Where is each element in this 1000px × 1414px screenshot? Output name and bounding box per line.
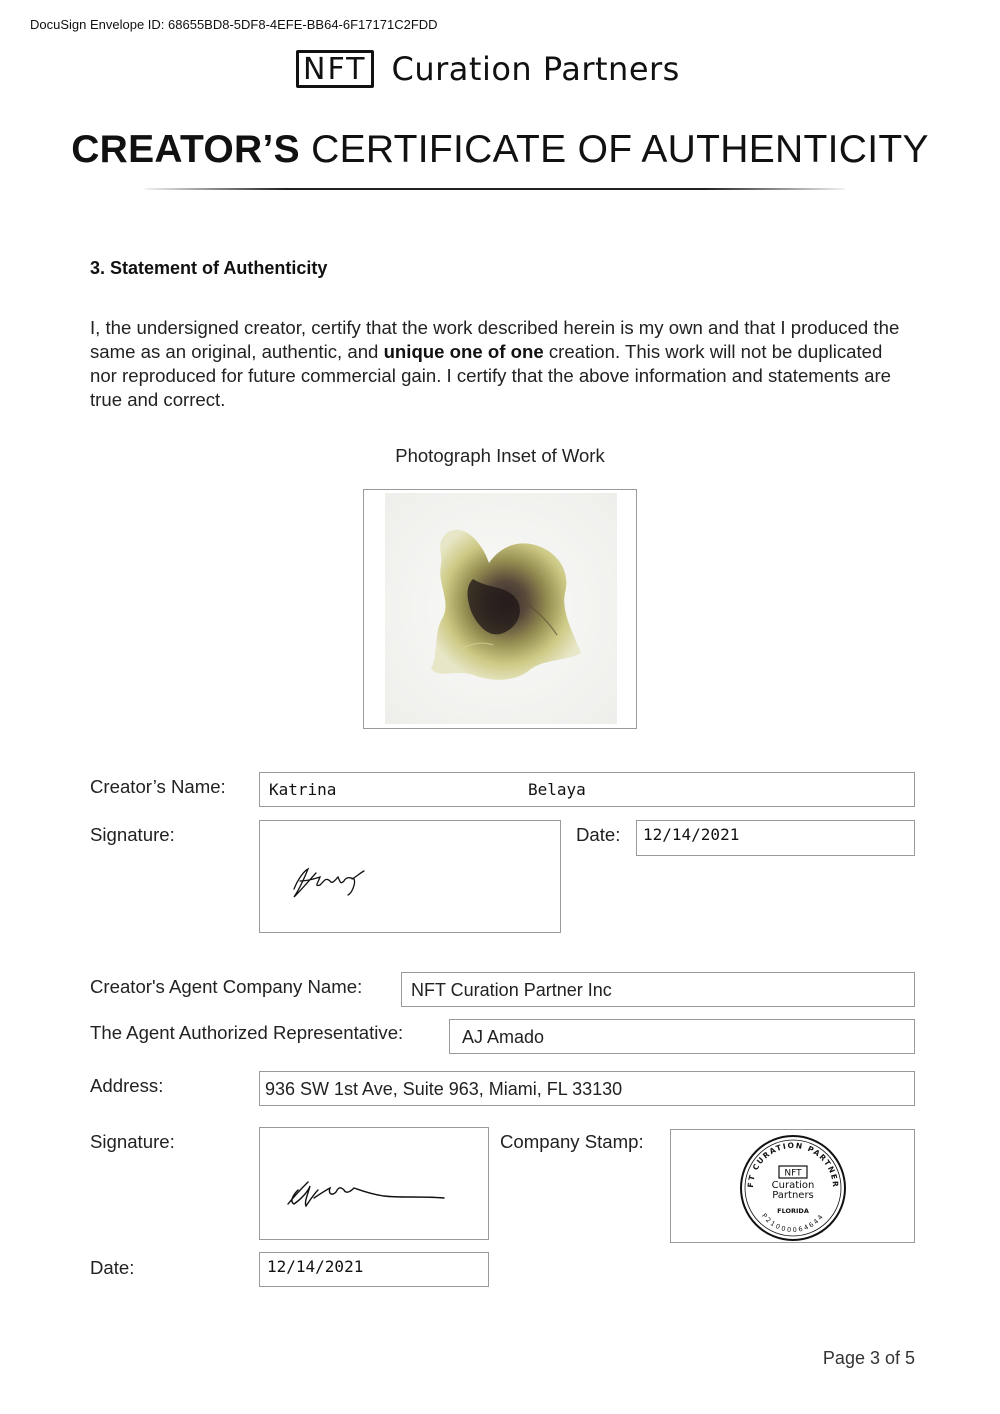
svg-text:NFT CURATION PARTNERS xyxy=(671,1130,840,1189)
address-label: Address: xyxy=(90,1075,164,1096)
logo-nft-box: NFT xyxy=(296,50,374,88)
agent-date-field[interactable] xyxy=(259,1252,489,1287)
document-title xyxy=(0,128,1000,172)
agent-company-label: Creator's Agent Company Name: xyxy=(90,976,363,997)
company-stamp-field xyxy=(670,1129,915,1243)
agent-rep-value: AJ Amado xyxy=(462,1027,545,1047)
stamp-state: FLORIDA xyxy=(777,1207,809,1215)
photo-inset-frame xyxy=(363,489,637,729)
title-bold: CREATOR’S xyxy=(71,128,300,171)
company-stamp-seal xyxy=(671,1130,914,1242)
stamp-line1: Curation xyxy=(771,1180,815,1191)
logo-text: Curation Partners xyxy=(391,50,680,88)
agent-signature-field[interactable] xyxy=(259,1127,489,1240)
section-heading: 3. Statement of Authenticity xyxy=(90,258,328,278)
authenticity-statement xyxy=(90,316,910,412)
statement-part-1: I, the undersigned creator, certify that the work described herein is my own and that I produced the same as an original, authentic, and xyxy=(90,317,900,362)
creator-signature-label: Signature: xyxy=(90,824,175,845)
agent-date-label: Date: xyxy=(90,1257,135,1278)
svg-text:P21000064644 xyxy=(760,1212,826,1234)
address-value: 936 SW 1st Ave, Suite 963, Miami, FL 33130 xyxy=(265,1079,623,1099)
agent-company-field[interactable] xyxy=(401,972,915,1007)
stamp-nft-text: NFT xyxy=(784,1168,802,1179)
company-logo xyxy=(296,50,680,88)
company-stamp-label: Company Stamp: xyxy=(500,1131,644,1152)
agent-signature-label: Signature: xyxy=(90,1131,175,1152)
title-rest: CERTIFICATE OF AUTHENTICITY xyxy=(311,128,929,171)
creator-date-value: 12/14/2021 xyxy=(643,825,740,844)
creator-last-name: Belaya xyxy=(528,780,586,799)
artwork-photo xyxy=(385,493,617,724)
docusign-envelope-id: DocuSign Envelope ID: 68655BD8-5DF8-4EFE-BB64-6F17171C2FDD xyxy=(30,17,438,32)
statement-part-2: creation. This work will not be duplicated nor reproduced for future commercial gain. I certify that the above information and statements are true and correct. xyxy=(90,341,891,410)
creator-date-field[interactable] xyxy=(636,820,915,856)
creator-signature-image xyxy=(260,821,560,932)
creator-first-name: Katrina xyxy=(269,780,337,799)
page-number: Page 3 of 5 xyxy=(822,1348,915,1368)
stamp-line2: Partners xyxy=(772,1190,814,1201)
statement-bold: unique one of one xyxy=(383,341,544,362)
creator-name-label: Creator’s Name: xyxy=(90,776,226,797)
stamp-arc-text: FT CURATION PARTNER xyxy=(745,1140,841,1189)
agent-signature-image xyxy=(260,1128,488,1239)
address-field[interactable] xyxy=(259,1071,915,1106)
creator-name-field[interactable] xyxy=(259,772,915,807)
inset-caption: Photograph Inset of Work xyxy=(395,445,605,466)
agent-date-value: 12/14/2021 xyxy=(267,1257,364,1276)
artwork-image xyxy=(385,493,617,724)
agent-company-value: NFT Curation Partner Inc xyxy=(411,980,612,1000)
stamp-number: P21000064644 xyxy=(760,1211,826,1235)
creator-signature-field[interactable] xyxy=(259,820,561,933)
agent-rep-field[interactable] xyxy=(449,1019,915,1054)
title-divider xyxy=(145,188,845,190)
agent-rep-label: The Agent Authorized Representative: xyxy=(90,1022,404,1043)
creator-date-label: Date: xyxy=(576,824,621,845)
